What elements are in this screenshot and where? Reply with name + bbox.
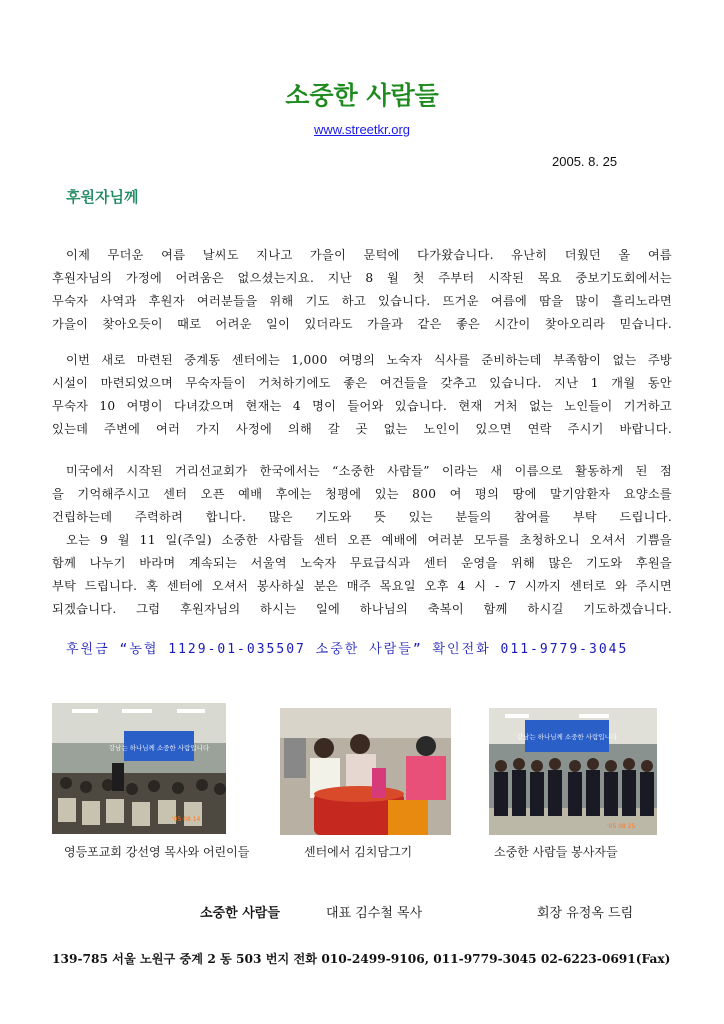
photo-church-service [52, 703, 226, 834]
paragraph-line: 이번 새로 마련된 중계동 센터에는 1,000 여명의 노숙자 식사를 준비하는데 부족함이 없는 주방 [66, 353, 672, 367]
photo-kimchi-making [280, 708, 451, 835]
paragraph-line: 이제 무더운 여름 날씨도 지나고 가을이 문턱에 다가왔습니다. 유난히 더웠던 올 여름 [66, 248, 672, 262]
letter-date: 2005. 8. 25 [552, 154, 618, 169]
signature-chair: 회장 유정옥 드림 [537, 906, 634, 921]
signature-org: 소중한 사람들 [200, 906, 280, 921]
photo-caption: 센터에서 김치담그기 [304, 845, 413, 859]
photo-caption: 영등포교회 강선영 목사와 어린이들 [64, 845, 250, 859]
paragraph-1 [52, 244, 672, 336]
paragraph-line: 을 기억해주시고 센터 오픈 예배 후에는 청평에 있는 800 여 평의 땅에 말기암환자 요양소를 [52, 487, 672, 501]
paragraph-line: 있는데 주변에 여러 가지 사정에 의해 갈 곳 없는 노인이 있으면 연락 주시기 바랍니다. [52, 422, 672, 436]
paragraph-3 [52, 460, 672, 621]
paragraph-line: 오는 9 월 11 일(주일) 소중한 사람들 센터 오픈 예배에 여러분 모두를 초청하오니 오셔서 기쁨을 [66, 533, 672, 547]
paragraph-2 [52, 349, 672, 441]
paragraph-line: 건립하는데 주력하려 합니다. 많은 기도와 뜻 있는 분들의 참여를 부탁 드립니다. [52, 510, 672, 524]
svg-text:'05 08 14: '05 08 14 [172, 816, 201, 823]
footer-address: 139-785 서울 노원구 중계 2 동 503 번지 전화 010-2499-9106, 011-9779-3045 02-6223-0691(Fax) [52, 952, 671, 966]
letter-title: 소중한 사람들 [285, 81, 439, 110]
paragraph-line: 되겠습니다. 그럼 후원자님의 하시는 일에 하나님의 축복이 함께 하시길 기도하겠습니다. [52, 602, 672, 616]
paragraph-line: 후원자님의 가정에 어려움은 없으셨는지요. 지난 8 월 첫 주부터 시작된 목요 중보기도회에서는 [52, 271, 672, 285]
signature-representative: 대표 김수철 목사 [326, 906, 423, 921]
donation-info: 후원금 “농협 1129-01-035507 소중한 사람들” 확인전화 011-9779-3045 [66, 642, 629, 657]
paragraph-line: 부탁 드립니다. 혹 센터에 오셔서 봉사하실 분은 매주 목요일 오후 4 시 - 7 시까지 센터로 와 주시면 [52, 579, 672, 593]
salutation: 후원자님께 [66, 188, 139, 206]
paragraph-line: 무숙자 10 여명이 다녀갔으며 현재는 4 명이 들어와 있습니다. 현재 거처 없는 노인들이 기거하고 [52, 399, 672, 413]
website-link[interactable]: www.streetkr.org [313, 122, 411, 137]
paragraph-line: 함께 나누기 바라며 계속되는 서울역 노숙자 무료급식과 센터 운영을 위해 많은 기도와 후원을 [52, 556, 672, 570]
photo-banner-text: 강남는 하나님께 소중한 사람입니다 [516, 733, 618, 741]
paragraph-line: 미국에서 시작된 거리선교회가 한국에서는 “소중한 사람들” 이라는 새 이름으로 활동하게 된 점 [66, 464, 672, 478]
photo-banner-text: 강남는 하나님께 소중한 사람입니다 [108, 744, 210, 752]
svg-text:'05 08 25: '05 08 25 [607, 823, 636, 830]
paragraph-line: 가을이 찾아오듯이 때로 어려운 일이 있더라도 가을과 같은 좋은 시간이 찾아오리라 믿습니다. [52, 317, 672, 331]
paragraph-line: 무숙자 사역과 후원자 여러분들을 위해 기도 하고 있습니다. 뜨거운 여름에 땀을 많이 흘리노라면 [52, 294, 672, 308]
paragraph-line: 시설이 마련되었으며 무숙자들이 거처하기에도 좋은 여건들을 갖추고 있습니다. 지난 1 개월 동안 [52, 376, 672, 390]
photo-volunteers [489, 708, 657, 835]
photo-caption: 소중한 사람들 봉사자들 [494, 845, 618, 859]
